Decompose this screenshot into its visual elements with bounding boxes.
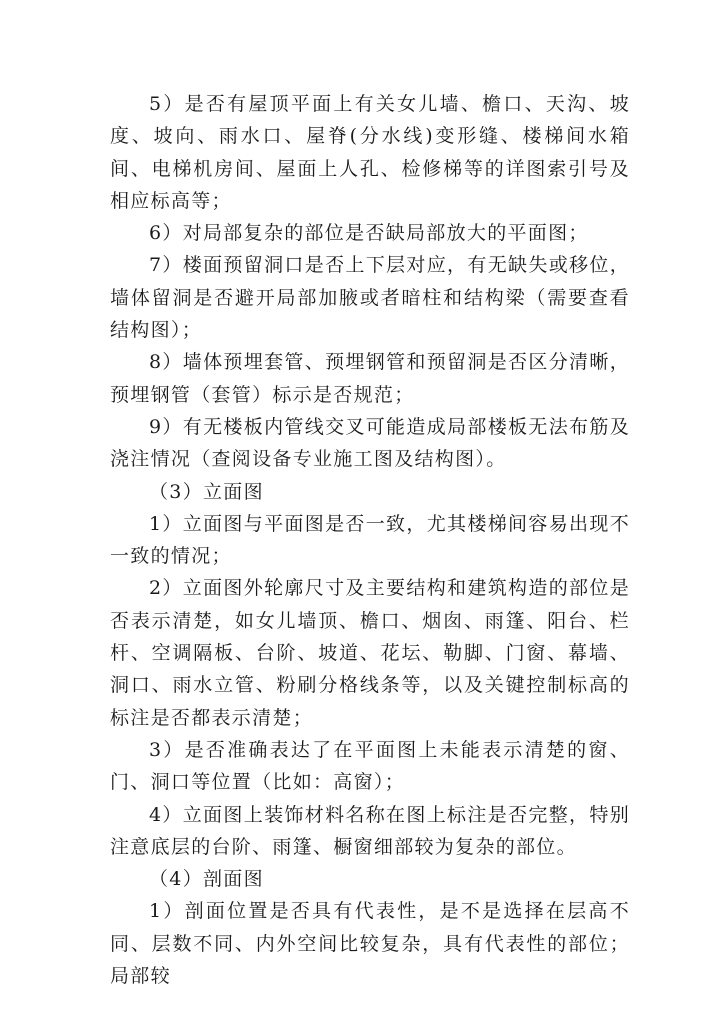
paragraph-item-5: 5）是否有屋顶平面上有关女儿墙、檐口、天沟、坡度、坡向、雨水口、屋脊(分水线)变形缝、楼梯间水箱间、电梯机房间、屋面上人孔、检修梯等的详图索引号及相应标高等； — [110, 93, 630, 212]
paragraph-elevation-1: 1）立面图与平面图是否一致，尤其楼梯间容易出现不一致的情况； — [110, 512, 630, 568]
document-page — [110, 88, 630, 992]
paragraph-elevation-3: 3）是否准确表达了在平面图上未能表示清楚的窗、门、洞口等位置（比如：高窗）； — [110, 738, 630, 794]
paragraph-item-6: 6）对局部复杂的部位是否缺局部放大的平面图； — [149, 222, 589, 245]
paragraph-item-7: 7）楼面预留洞口是否上下层对应，有无缺失或移位，墙体留洞是否避开局部加腋或者暗柱和结构梁（需要查看结构图）； — [110, 254, 630, 342]
paragraph-elevation-4: 4）立面图上装饰材料名称在图上标注是否完整，特别注意底层的台阶、雨篷、橱窗细部较为复杂的部位。 — [110, 803, 630, 858]
paragraph-item-9: 9）有无楼板内管线交叉可能造成局部楼板无法布筋及浇注情况（查阅设备专业施工图及结构图）。 — [110, 415, 630, 471]
section-heading-elevation: （3）立面图 — [149, 480, 264, 503]
section-heading-section: （4）剖面图 — [149, 868, 264, 891]
paragraph-elevation-2: 2）立面图外轮廓尺寸及主要结构和建筑构造的部位是否表示清楚，如女儿墙顶、檐口、烟囱、雨篷、阳台、栏杆、空调隔板、台阶、坡道、花坛、勒脚、门窗、幕墙、洞口、雨水立管、粉刷分格线条等，以及关键控制标高的标注是否都表示清楚； — [110, 577, 630, 729]
paragraph-section-1: 1）剖面位置是否具有代表性，是不是选择在层高不同、层数不同、内外空间比较复杂，具有代表性的部位；局部较 — [110, 900, 630, 988]
paragraph-item-8: 8）墙体预埋套管、预埋钢管和预留洞是否区分清晰，预埋钢管（套管）标示是否规范； — [110, 351, 630, 406]
